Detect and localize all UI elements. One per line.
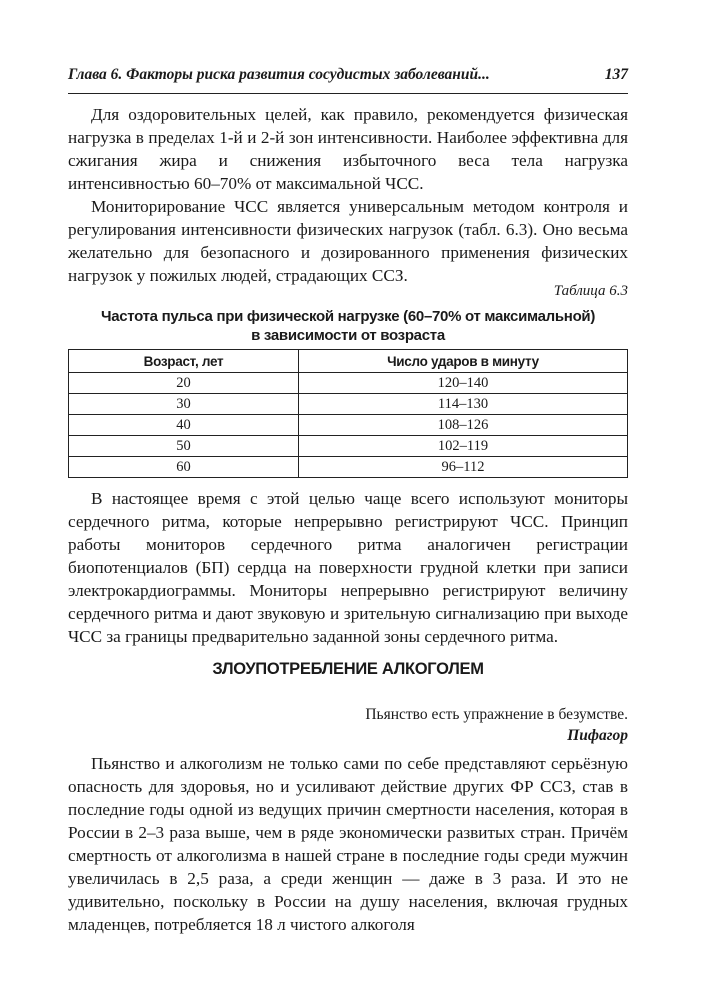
cell-beats: 108–126 bbox=[299, 415, 628, 436]
cell-beats: 96–112 bbox=[299, 457, 628, 478]
table-row bbox=[69, 394, 628, 415]
header-age: Возраст, лет bbox=[69, 350, 299, 373]
cell-age: 50 bbox=[69, 436, 299, 457]
paragraph-alcoholism: Пьянство и алкоголизм не только сами по себе представляют серьёзную опасность для здоровья, но и усиливают действие других ФР ССЗ, став в последние годы одной из ведущих причин смертности населения, которая в России в 2–3 раза выше, чем в ряде экономически развитых стран. Причём смертность от алкоголизма в нашей стране в последние годы среди мужчин увеличилась в 2,5 раза, а среди женщин — даже в 3 раза. И это не удивительно, поскольку в России на душу населения, включая грудных младенцев, потребляется 18 л чистого алкоголя bbox=[68, 754, 628, 934]
epigraph-author: Пифагор bbox=[567, 727, 628, 744]
table-row bbox=[69, 373, 628, 394]
table-row bbox=[69, 415, 628, 436]
epigraph-quote: Пьянство есть упражнение в безумстве. bbox=[365, 706, 628, 723]
cell-beats: 102–119 bbox=[299, 436, 628, 457]
cell-beats: 120–140 bbox=[299, 373, 628, 394]
cell-age: 60 bbox=[69, 457, 299, 478]
pulse-table bbox=[68, 349, 628, 478]
table-title-line1: Частота пульса при физической нагрузке (60–70% от максимальной) bbox=[100, 308, 596, 325]
cell-age: 30 bbox=[69, 394, 299, 415]
table-row bbox=[69, 457, 628, 478]
paragraph-hr-monitoring: Мониторирование ЧСС является универсальным методом контроля и регулирования интенсивности физических нагрузок (табл. 6.3). Оно весьма желательно для безопасного и дозированного применения физических нагрузок у пожилых людей, страдающих ССЗ. bbox=[68, 197, 628, 285]
paragraph-hr-monitors: В настоящее время с этой целью чаще всего используют мониторы сердечного ритма, которые непрерывно регистрируют ЧСС. Принцип работы мониторов сердечного ритма аналогичен регистрации биопотенциалов (БП) сердца на поверхности грудной клетки при записи электрокардиограммы. Мониторы непрерывно регистрируют величину сердечного ритма и дают звуковую и зрительную сигнализацию при выходе ЧСС за границы предварительно заданной зоны сердечного ритма. bbox=[68, 489, 628, 646]
cell-age: 40 bbox=[69, 415, 299, 436]
header-rule bbox=[68, 93, 628, 94]
header-beats: Число ударов в минуту bbox=[299, 350, 628, 373]
epigraph bbox=[365, 704, 628, 746]
section-heading: ЗЛОУПОТРЕБЛЕНИЕ АЛКОГОЛЕМ bbox=[212, 660, 484, 678]
table-title bbox=[68, 307, 628, 345]
page-number: 137 bbox=[604, 66, 628, 83]
cell-age: 20 bbox=[69, 373, 299, 394]
paragraph-fitness-zones: Для оздоровительных целей, как правило, рекомендуется физическая нагрузка в пределах 1-й и 2-й зон интенсивности. Наиболее эффективна для сжигания жира и снижения избыточного веса тела нагрузка интенсивностью 60–70% от максимальной ЧСС. bbox=[68, 105, 628, 193]
table-caption: Таблица 6.3 bbox=[553, 283, 628, 299]
table-header-row bbox=[69, 350, 628, 373]
table-row bbox=[69, 436, 628, 457]
cell-beats: 114–130 bbox=[299, 394, 628, 415]
running-head bbox=[68, 66, 628, 84]
chapter-title: Глава 6. Факторы риска развития сосудистых заболеваний... bbox=[68, 66, 490, 83]
table-title-line2: в зависимости от возраста bbox=[251, 327, 445, 344]
